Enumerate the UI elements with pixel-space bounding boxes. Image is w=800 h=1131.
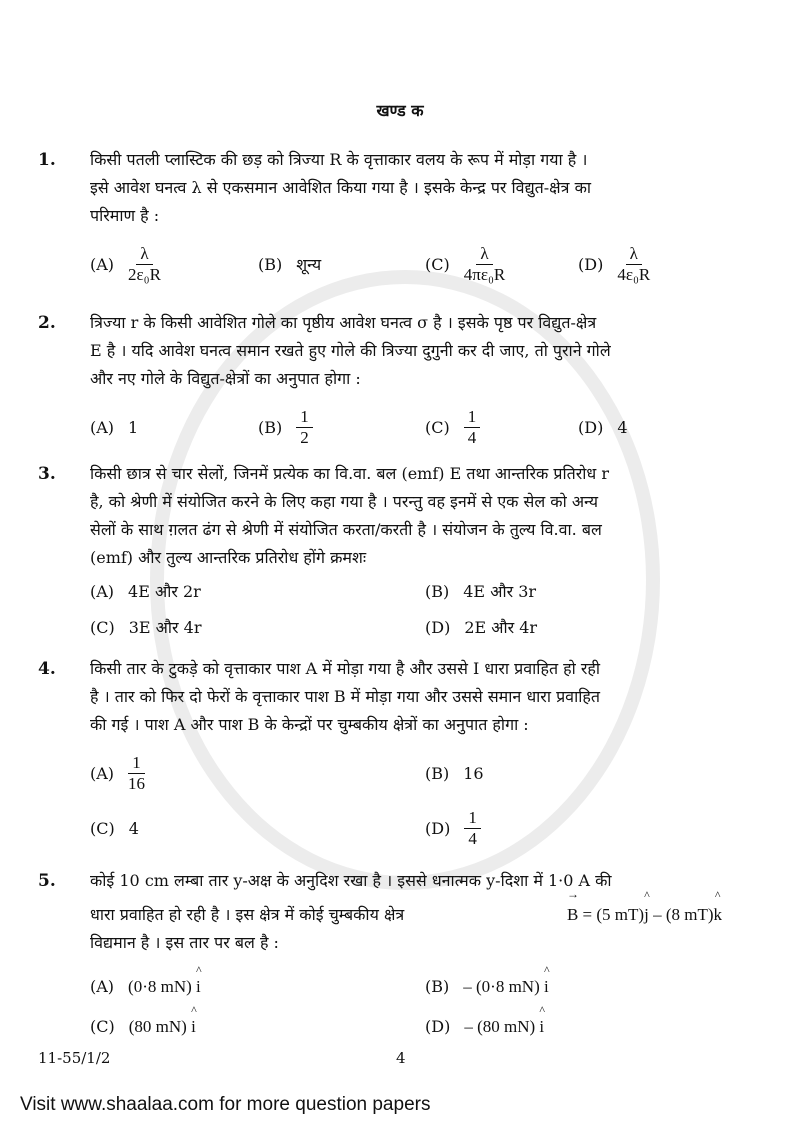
options [90,753,722,849]
text-line: है, को श्रेणी में संयोजित करने के लिए कहा गया है । परन्तु वह इनमें से एक सेल को अन्य [90,492,599,511]
options [90,407,722,448]
question-5 [0,867,800,1048]
text-line: किसी छात्र से चार सेलों, जिनमें प्रत्येक का वि.वा. बल (emf) E तथा आन्तरिक प्रतिरोध r [90,464,610,483]
option-b: (B) 4E और 3r [425,582,537,601]
option-d: (D) 2E और 4r [425,618,538,637]
text-line: कोई 10 cm लम्बा तार y-अक्ष के अनुदिश रखा है । इससे धनात्मक y-दिशा में 1·0 A की [90,871,612,890]
text-line: विद्यमान है । इस तार पर बल है : [90,933,279,952]
option-d: (D) – (80 mN) ^ i [425,1015,722,1039]
expr-part: – (8 mT) [648,905,714,924]
option-c: (C) 3E और 4r [90,618,202,637]
text-line [90,895,722,929]
option-d: (D) $\frac{1}{4}$ [425,808,722,849]
question-number: 2. [38,313,56,333]
section-title: खण्ड क [376,101,424,120]
question-text [90,460,722,572]
vector-b: → B [567,901,578,929]
options [90,975,722,1039]
question-text [90,309,722,393]
text-line: किसी पतली प्लास्टिक की छड़ को त्रिज्या R के वृत्ताकार वलय के रूप में मोड़ा गया है । [90,150,588,169]
text-line: की गई । पाश A और पाश B के केन्द्रों पर चुम्बकीय क्षेत्रों का अनुपात होगा : [90,715,529,734]
option-d: (D) 4 [578,417,628,437]
question-text [90,146,722,230]
question-2 [0,309,800,460]
text-line: किसी तार के टुकड़े को वृत्ताकार पाश A में मोड़ा गया है और उससे I धारा प्रवाहित हो रही [90,659,601,678]
paper-code: 11-55/1/2 [38,1049,111,1067]
option-a: (A) 1 [90,417,139,437]
text-line: सेलों के साथ ग़लत ढंग से श्रेणी में संयोजित करता/करती है । संयोजन के तुल्य वि.वा. बल [90,520,602,539]
text-line: त्रिज्या r के किसी आवेशित गोले का पृष्ठीय आवेश घनत्व σ है । इसके पृष्ठ पर विद्युत-क्षेत्र [90,313,597,332]
options [90,244,722,285]
text-line: E है । यदि आवेश घनत्व समान रखते हुए गोले की त्रिज्या दुगुनी कर दी जाए, तो पुराने गोले [90,341,611,360]
option-a: (A) $\frac{\lambda}{\text{2ε₀R}}$ [90,244,161,284]
option-a: (A) 4E और 2r [90,582,201,601]
text-line: परिमाण है : [90,206,160,225]
question-4 [0,655,800,867]
option-d: (D) $\frac{\lambda}{\text{4ε₀R}}$ [578,244,651,284]
option-a: (A) (0·8 mN) ^ i [90,975,425,999]
option-a: (A) $\frac{1}{16}$ [90,753,146,793]
text-line: और नए गोले के विद्युत-क्षेत्रों का अनुपात होगा : [90,369,361,388]
text-line: (emf) और तुल्य आन्तरिक प्रतिरोध होंगे क्रमशः [90,548,367,567]
option-b: (B) – (0·8 mN) ^ i [425,975,722,999]
option-c: (C) $\frac{1}{4}$ [425,407,578,448]
page-footer [0,1048,800,1093]
question-1 [0,146,800,309]
text-segment: धारा प्रवाहित हो रही है । इस क्षेत्र में कोई चुम्बकीय क्षेत्र [90,905,405,924]
question-text [90,655,722,739]
question-number: 3. [38,464,56,484]
unit-j: ^ j [644,901,649,929]
option-b: (B) $\frac{1}{2}$ [258,407,425,448]
text-line: इसे आवेश घनत्व λ से एकसमान आवेशित किया गया है । इसके केन्द्र पर विद्युत-क्षेत्र का [90,178,592,197]
options [90,580,722,640]
text-line: है । तार को फिर दो फेरों के वृत्ताकार पाश B में मोड़ा गया और उससे समान धारा प्रवाहित [90,687,600,706]
question-number: 1. [38,150,56,170]
option-c: (C) (80 mN) ^ i [90,1015,425,1039]
unit-k: ^ k [714,901,723,929]
visit-link[interactable]: Visit www.shaalaa.com for more question papers [20,1094,431,1115]
option-c: (C) $\frac{\lambda}{\text{4πε₀R}}$ [425,244,506,284]
question-number: 4. [38,659,56,679]
option-c: (C) 4 [90,818,139,838]
option-b: (B) शून्य [258,254,322,274]
option-b: (B) 16 [425,763,484,783]
page-number: 4 [396,1049,406,1067]
question-number: 5. [38,871,56,891]
expr-part: = (5 mT) [578,905,645,924]
field-expression [567,901,722,929]
question-3 [0,460,800,655]
question-text [90,867,722,957]
